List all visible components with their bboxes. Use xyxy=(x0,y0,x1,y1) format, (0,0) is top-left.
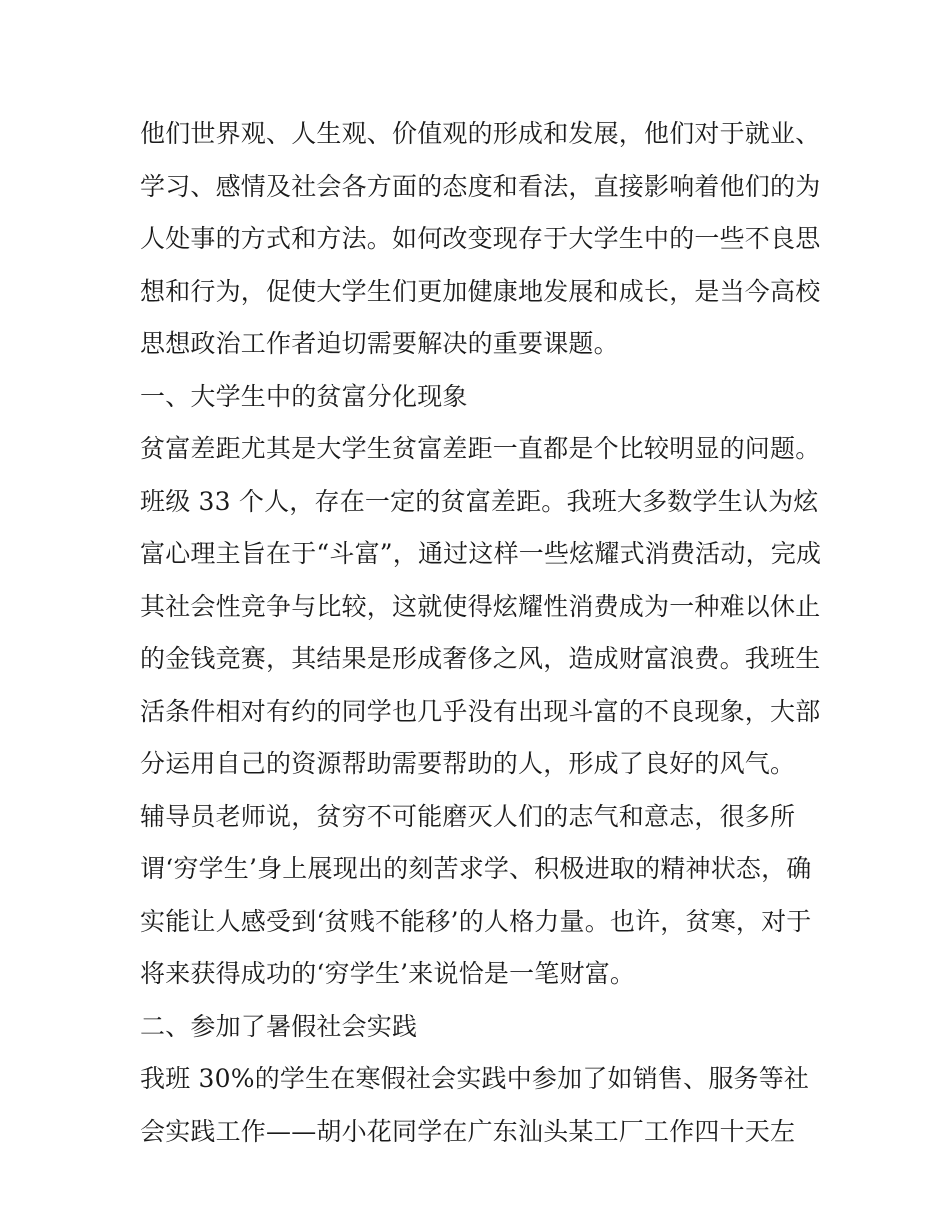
text-line: 人处事的方式和方法。如何改变现存于大学生中的一些不良思 xyxy=(140,224,821,253)
text-line: 实能让人感受到‘贫贱不能移’的人格力量。也许，贫寒，对于 xyxy=(140,906,812,936)
text-line: 分运用自己的资源帮助需要帮助的人，形成了良好的风气。 xyxy=(140,749,796,778)
text-line: 思想政治工作者迫切需要解决的重要课题。 xyxy=(140,329,619,358)
text-line: 他们世界观、人生观、价值观的形成和发展，他们对于就业、 xyxy=(140,119,821,148)
text-line: 活条件相对有约的同学也几乎没有出现斗富的不良现象，大部 xyxy=(140,696,821,726)
section-heading-2: 二、参加了暑假社会实践 xyxy=(140,1011,418,1041)
text-line: 辅导员老师说，贫穷不可能磨灭人们的志气和意志，很多所 xyxy=(140,801,796,831)
text-line: 班级 33 个人，存在一定的贫富差距。我班大多数学生认为炫 xyxy=(140,486,819,516)
text-line: 将来获得成功的‘穷学生’来说恰是一笔财富。 xyxy=(140,959,636,988)
text-line: 的金钱竞赛，其结果是形成奢侈之风，造成财富浪费。我班生 xyxy=(140,644,821,673)
text-line: 想和行为，促使大学生们更加健康地发展和成长，是当今高校 xyxy=(140,276,821,306)
text-line: 富心理主旨在于“斗富”，通过这样一些炫耀式消费活动，完成 xyxy=(140,539,822,568)
section-heading-1: 一、大学生中的贫富分化现象 xyxy=(140,381,468,411)
text-line: 学习、感情及社会各方面的态度和看法，直接影响着他们的为 xyxy=(140,171,821,201)
text-line: 会实践工作——胡小花同学在广东汕头某工厂工作四十天左 xyxy=(140,1116,796,1146)
text-line: 谓‘穷学生’身上展现出的刻苦求学、积极进取的精神状态，确 xyxy=(140,854,812,883)
text-line: 其社会性竞争与比较，这就使得炫耀性消费成为一种难以休止 xyxy=(140,591,821,621)
text-line: 贫富差距尤其是大学生贫富差距一直都是个比较明显的问题。 xyxy=(140,434,821,463)
body-text xyxy=(140,108,830,1158)
text-line: 我班 30%的学生在寒假社会实践中参加了如销售、服务等社 xyxy=(140,1064,810,1093)
